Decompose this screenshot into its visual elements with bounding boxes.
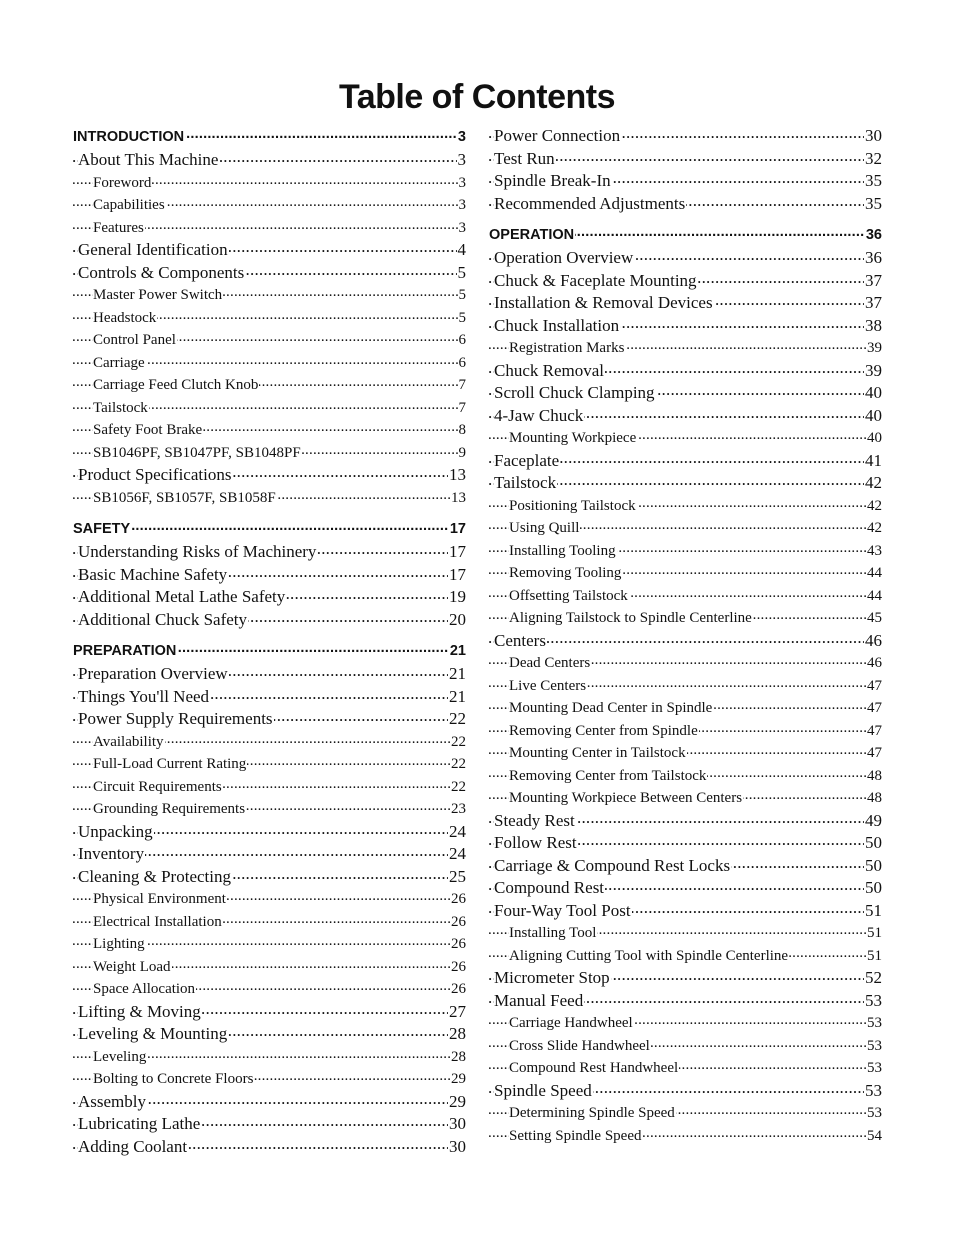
toc-entry-label: Lubricating Lathe xyxy=(78,1114,201,1133)
toc-entry[interactable] xyxy=(488,900,882,923)
toc-entry-label: SAFETY xyxy=(73,521,131,537)
toc-entry-label: Mounting Dead Center in Spindle xyxy=(509,700,713,716)
toc-entry[interactable] xyxy=(72,866,466,889)
toc-entry-label: About This Machine xyxy=(78,150,219,169)
toc-page-number: 44 xyxy=(866,562,882,585)
toc-entry[interactable] xyxy=(488,193,882,216)
toc-page-number: 38 xyxy=(864,315,882,338)
toc-page-number: 41 xyxy=(864,450,882,473)
toc-entry-label: Lifting & Moving xyxy=(78,1001,201,1021)
toc-entry[interactable] xyxy=(488,832,882,855)
toc-page-number: 22 xyxy=(450,753,466,776)
toc-entry[interactable] xyxy=(72,1136,466,1159)
toc-entry-label: Carriage Handwheel xyxy=(509,1015,633,1031)
toc-entry-label: Removing Tooling xyxy=(509,565,622,581)
toc-entry-label: OPERATION xyxy=(489,227,575,243)
toc-page-number: 27 xyxy=(448,1001,466,1024)
toc-entry-label: Additional Metal Lathe Safety xyxy=(78,587,286,606)
toc-entry-label: Space Allocation xyxy=(93,981,196,997)
toc-section-heading[interactable] xyxy=(488,223,882,247)
toc-entry[interactable] xyxy=(488,427,882,450)
toc-page-number: 24 xyxy=(448,843,466,866)
toc-page-number: 17 xyxy=(449,517,466,541)
toc-entry[interactable] xyxy=(488,1012,882,1035)
toc-column-right xyxy=(488,125,882,1147)
toc-entry[interactable] xyxy=(72,1023,466,1046)
toc-entry-label: Things You'll Need xyxy=(78,686,210,706)
toc-entry[interactable] xyxy=(72,731,466,754)
toc-page-number: 8 xyxy=(458,419,467,442)
toc-entry-label: Carriage & Compound Rest Locks xyxy=(494,855,731,875)
toc-page-number: 28 xyxy=(450,1046,466,1069)
toc-entry-label: Control Panel xyxy=(93,332,176,348)
toc-entry[interactable] xyxy=(72,1001,466,1024)
toc-entry[interactable] xyxy=(488,945,882,968)
toc-entry-label: Removing Center from Tailstock xyxy=(509,767,707,784)
toc-entry[interactable] xyxy=(488,292,882,315)
toc-entry-label: Basic Machine Safety xyxy=(78,564,228,584)
toc-entry-label: Installation & Removal Devices xyxy=(494,293,713,312)
toc-entry[interactable] xyxy=(72,776,466,799)
toc-entry-label: Removing Center from Spindle xyxy=(509,722,698,739)
toc-entry[interactable] xyxy=(488,675,882,698)
toc-entry[interactable] xyxy=(488,472,882,495)
toc-page-number: 46 xyxy=(864,630,882,653)
toc-page-number: 40 xyxy=(864,382,882,405)
toc-section-heading[interactable] xyxy=(72,517,466,541)
toc-entry-label: Carriage xyxy=(93,354,145,371)
toc-entry-label: Controls & Components xyxy=(78,262,245,282)
toc-entry[interactable] xyxy=(488,877,882,900)
toc-entry-label: Micrometer Stop xyxy=(494,968,610,987)
toc-page-number: 6 xyxy=(458,329,467,352)
toc-entry[interactable] xyxy=(488,765,882,788)
toc-entry[interactable] xyxy=(72,753,466,776)
toc-entry-label: Capabilities xyxy=(93,197,165,213)
toc-entry-label: PREPARATION xyxy=(73,643,177,659)
toc-page-number: 51 xyxy=(866,922,882,945)
toc-entry[interactable] xyxy=(488,360,882,383)
toc-entry-label: Follow Rest xyxy=(494,833,577,852)
toc-page-number: 40 xyxy=(864,405,882,428)
toc-entry-label: Master Power Switch xyxy=(93,287,223,303)
toc-page-number: 19 xyxy=(448,586,466,609)
toc-entry[interactable] xyxy=(72,172,466,195)
toc-entry-label: Full-Load Current Rating xyxy=(93,756,247,772)
toc-entry[interactable] xyxy=(72,374,466,397)
toc-page-number: 30 xyxy=(448,1136,466,1159)
toc-entry[interactable] xyxy=(72,262,466,285)
toc-entry-label: Tailstock xyxy=(93,399,148,416)
toc-page-number: 17 xyxy=(448,541,466,564)
toc-page-number: 3 xyxy=(458,172,467,195)
toc-page-number: 50 xyxy=(864,832,882,855)
toc-entry-label: Dead Centers xyxy=(509,655,591,671)
toc-entry[interactable] xyxy=(72,397,466,420)
toc-entry[interactable] xyxy=(72,686,466,709)
toc-entry-label: Chuck Removal xyxy=(494,360,605,380)
toc-entry[interactable] xyxy=(488,495,882,518)
toc-entry[interactable] xyxy=(72,798,466,821)
toc-entry[interactable] xyxy=(72,352,466,375)
toc-entry-label: Carriage Feed Clutch Knob xyxy=(93,377,259,393)
toc-page-number: 35 xyxy=(864,193,882,216)
toc-entry-label: Scroll Chuck Clamping xyxy=(494,383,655,402)
toc-entry[interactable] xyxy=(488,170,882,193)
toc-entry-label: Foreword xyxy=(93,174,152,191)
toc-page-number: 47 xyxy=(866,742,882,765)
toc-entry[interactable] xyxy=(72,329,466,352)
toc-page-number: 39 xyxy=(866,337,882,360)
toc-entry[interactable] xyxy=(72,609,466,632)
toc-page-number: 5 xyxy=(458,307,467,330)
toc-page-number: 48 xyxy=(866,787,882,810)
toc-entry[interactable] xyxy=(72,149,466,172)
toc-entry-label: Headstock xyxy=(93,309,157,326)
toc-entry-label: General Identification xyxy=(78,240,228,259)
toc-page-number: 39 xyxy=(864,360,882,383)
toc-entry[interactable] xyxy=(488,967,882,990)
toc-entry[interactable] xyxy=(488,405,882,428)
toc-entry-label: Adding Coolant xyxy=(78,1136,188,1156)
toc-entry[interactable] xyxy=(488,990,882,1013)
toc-entry-label: Centers xyxy=(494,630,546,650)
toc-entry-label: Mounting Workpiece Between Centers xyxy=(509,790,743,806)
toc-entry-label: Unpacking xyxy=(78,821,153,841)
toc-entry[interactable] xyxy=(488,382,882,405)
toc-section-heading[interactable] xyxy=(72,639,466,663)
toc-page-number: 42 xyxy=(866,517,882,540)
toc-page-number: 21 xyxy=(448,686,466,709)
toc-entry[interactable] xyxy=(72,663,466,686)
toc-page-number: 36 xyxy=(864,247,882,270)
toc-entry[interactable] xyxy=(488,517,882,540)
toc-entry-label: Grounding Requirements xyxy=(93,801,246,817)
toc-entry[interactable] xyxy=(72,843,466,866)
toc-page-number: 7 xyxy=(458,374,467,397)
toc-page-number: 51 xyxy=(864,900,882,923)
toc-page-number: 22 xyxy=(448,708,466,731)
toc-entry-label: Mounting Workpiece xyxy=(509,430,637,446)
toc-entry[interactable] xyxy=(72,564,466,587)
toc-entry[interactable] xyxy=(72,541,466,564)
toc-entry[interactable] xyxy=(488,270,882,293)
toc-page-number: 7 xyxy=(458,397,467,420)
toc-entry[interactable] xyxy=(72,239,466,262)
toc-entry[interactable] xyxy=(488,720,882,743)
toc-entry[interactable] xyxy=(488,337,882,360)
toc-page-number: 3 xyxy=(457,125,466,149)
toc-page-number: 30 xyxy=(864,125,882,148)
toc-page-number: 42 xyxy=(864,472,882,495)
toc-page-number: 21 xyxy=(449,639,466,663)
toc-entry[interactable] xyxy=(72,956,466,979)
toc-entry-label: Compound Rest xyxy=(494,878,605,897)
toc-page-number: 28 xyxy=(448,1023,466,1046)
toc-entry-label: Chuck & Faceplate Mounting xyxy=(494,270,697,290)
toc-entry[interactable] xyxy=(72,217,466,240)
toc-page-number: 36 xyxy=(865,223,882,247)
toc-page-number: 21 xyxy=(448,663,466,686)
toc-page-number: 24 xyxy=(448,821,466,844)
toc-entry[interactable] xyxy=(72,888,466,911)
toc-page-number: 48 xyxy=(866,765,882,788)
toc-entry[interactable] xyxy=(488,540,882,563)
toc-page-number: 53 xyxy=(866,1057,882,1080)
toc-entry-label: Spindle Speed xyxy=(494,1080,592,1100)
toc-entry-label: Positioning Tailstock xyxy=(509,497,636,514)
toc-entry-label: Circuit Requirements xyxy=(93,778,222,795)
toc-entry-label: Faceplate xyxy=(494,450,560,470)
toc-entry-label: Cleaning & Protecting xyxy=(78,866,231,886)
toc-page-number: 46 xyxy=(866,652,882,675)
toc-entry-label: Setting Spindle Speed xyxy=(509,1127,642,1144)
toc-page-number: 4 xyxy=(457,239,467,262)
toc-entry-label: Leveling & Mounting xyxy=(78,1024,228,1043)
toc-entry-label: Aligning Cutting Tool with Spindle Centerline xyxy=(509,947,789,964)
toc-entry-label: Leveling xyxy=(93,1048,147,1065)
toc-page-number: 37 xyxy=(864,292,882,315)
toc-entry[interactable] xyxy=(72,933,466,956)
toc-entry[interactable] xyxy=(72,284,466,307)
toc-entry-label: INTRODUCTION xyxy=(73,129,185,145)
toc-entry-label: Spindle Break-In xyxy=(494,171,611,190)
toc-entry-label: Safety Foot Brake xyxy=(93,422,203,438)
toc-page-number: 50 xyxy=(864,877,882,900)
toc-entry[interactable] xyxy=(72,1046,466,1069)
toc-page-number: 30 xyxy=(448,1113,466,1136)
toc-entry-label: Using Quill xyxy=(509,520,580,536)
toc-entry-label: Determining Spindle Speed xyxy=(509,1105,675,1121)
toc-entry[interactable] xyxy=(488,450,882,473)
toc-page-number: 13 xyxy=(448,464,466,487)
toc-page-number: 53 xyxy=(866,1012,882,1035)
toc-entry[interactable] xyxy=(72,194,466,217)
toc-page-number: 26 xyxy=(450,956,466,979)
toc-page-number: 47 xyxy=(866,697,882,720)
toc-page-number: 53 xyxy=(864,990,882,1013)
toc-entry[interactable] xyxy=(488,125,882,148)
toc-entry[interactable] xyxy=(488,1035,882,1058)
toc-page-number: 53 xyxy=(864,1080,882,1103)
toc-page-number: 26 xyxy=(450,911,466,934)
toc-page-number: 44 xyxy=(866,585,882,608)
toc-entry[interactable] xyxy=(488,607,882,630)
toc-page-number: 42 xyxy=(866,495,882,518)
toc-entry[interactable] xyxy=(488,855,882,878)
toc-entry-label: Recommended Adjustments xyxy=(494,193,686,213)
toc-page-number: 29 xyxy=(448,1091,466,1114)
toc-entry-label: Registration Marks xyxy=(509,340,625,356)
toc-page-number: 54 xyxy=(866,1125,882,1148)
toc-page-number: 9 xyxy=(458,442,467,465)
toc-entry[interactable] xyxy=(72,978,466,1001)
toc-entry-label: Installing Tool xyxy=(509,925,597,941)
toc-page-number: 37 xyxy=(864,270,882,293)
toc-page-number: 13 xyxy=(450,487,466,510)
toc-page-number: 3 xyxy=(458,217,467,240)
toc-page-number: 6 xyxy=(458,352,467,375)
toc-entry[interactable] xyxy=(72,1091,466,1114)
toc-entry[interactable] xyxy=(488,742,882,765)
toc-entry-label: 4-Jaw Chuck xyxy=(494,405,584,425)
toc-column-left xyxy=(72,125,466,1158)
toc-entry[interactable] xyxy=(72,419,466,442)
toc-page-number: 40 xyxy=(866,427,882,450)
toc-page-number: 22 xyxy=(450,776,466,799)
toc-page-number: 23 xyxy=(450,798,466,821)
toc-entry[interactable] xyxy=(72,821,466,844)
toc-entry-label: Power Connection xyxy=(494,126,621,145)
toc-entry-label: Aligning Tailstock to Spindle Centerline xyxy=(509,610,752,626)
toc-entry-label: Features xyxy=(93,219,144,236)
toc-entry-label: Tailstock xyxy=(494,473,557,492)
toc-page-number: 51 xyxy=(866,945,882,968)
toc-page-number: 45 xyxy=(866,607,882,630)
toc-entry-label: Weight Load xyxy=(93,958,171,975)
toc-entry[interactable] xyxy=(488,315,882,338)
toc-entry-label: Live Centers xyxy=(509,677,587,694)
toc-entry[interactable] xyxy=(72,1113,466,1136)
toc-entry-label: Electrical Installation xyxy=(93,913,222,930)
toc-entry-label: Lighting xyxy=(93,936,145,952)
toc-entry-label: SB1046PF, SB1047PF, SB1048PF xyxy=(93,444,301,461)
toc-entry-label: Power Supply Requirements xyxy=(78,709,273,728)
toc-entry[interactable] xyxy=(72,1068,466,1091)
toc-page-number: 3 xyxy=(458,194,467,217)
toc-entry[interactable] xyxy=(488,922,882,945)
toc-entry[interactable] xyxy=(488,630,882,653)
toc-entry[interactable] xyxy=(488,697,882,720)
toc-entry-label: Offsetting Tailstock xyxy=(509,587,628,604)
toc-entry[interactable] xyxy=(488,787,882,810)
toc-entry[interactable] xyxy=(488,585,882,608)
toc-page-number: 20 xyxy=(448,609,466,632)
toc-entry-label: Steady Rest xyxy=(494,810,575,830)
toc-page-number: 5 xyxy=(458,284,467,307)
toc-page-number: 22 xyxy=(450,731,466,754)
toc-entry-label: Physical Environment xyxy=(93,891,226,907)
toc-entry[interactable] xyxy=(488,810,882,833)
toc-page-number: 43 xyxy=(866,540,882,563)
toc-page-number: 35 xyxy=(864,170,882,193)
toc-entry[interactable] xyxy=(72,586,466,609)
toc-entry-label: Availability xyxy=(93,733,164,750)
toc-page-number: 53 xyxy=(866,1102,882,1125)
toc-entry-label: Inventory xyxy=(78,844,145,863)
toc-page-number: 26 xyxy=(450,978,466,1001)
toc-entry[interactable] xyxy=(72,708,466,731)
toc-entry-label: Preparation Overview xyxy=(78,664,228,683)
toc-entry[interactable] xyxy=(488,652,882,675)
toc-entry-label: Understanding Risks of Machinery xyxy=(78,542,317,561)
toc-page-number: 32 xyxy=(864,148,882,171)
toc-entry[interactable] xyxy=(488,1125,882,1148)
toc-entry-label: Manual Feed xyxy=(494,990,584,1010)
toc-entry-label: Additional Chuck Safety xyxy=(78,609,248,629)
toc-page-number: 3 xyxy=(457,149,467,172)
toc-page-number: 25 xyxy=(448,866,466,889)
toc-page-number: 26 xyxy=(450,888,466,911)
toc-page-number: 52 xyxy=(864,967,882,990)
toc-entry[interactable] xyxy=(488,1102,882,1125)
toc-entry-label: Test Run xyxy=(494,148,555,168)
toc-entry[interactable] xyxy=(72,487,466,510)
toc-entry[interactable] xyxy=(488,148,882,171)
toc-entry-label: Assembly xyxy=(78,1091,146,1111)
toc-page-number: 17 xyxy=(448,564,466,587)
toc-entry-label: Cross Slide Handwheel xyxy=(509,1037,650,1054)
toc-page-number: 26 xyxy=(450,933,466,956)
toc-page-number: 50 xyxy=(864,855,882,878)
toc-entry-label: Product Specifications xyxy=(78,465,232,484)
toc-entry[interactable] xyxy=(488,1080,882,1103)
toc-entry-label: SB1056F, SB1057F, SB1058F xyxy=(93,489,276,506)
toc-entry[interactable] xyxy=(488,562,882,585)
toc-entry-label: Chuck Installation xyxy=(494,315,620,335)
toc-entry-label: Compound Rest Handwheel xyxy=(509,1060,679,1076)
toc-page-number: 53 xyxy=(866,1035,882,1058)
toc-entry[interactable] xyxy=(72,464,466,487)
toc-entry-label: Four-Way Tool Post xyxy=(494,900,631,920)
toc-page-number: 5 xyxy=(457,262,467,285)
toc-section-heading[interactable] xyxy=(72,125,466,149)
toc-entry-label: Bolting to Concrete Floors xyxy=(93,1071,254,1087)
toc-page-number: 47 xyxy=(866,675,882,698)
toc-page-number: 49 xyxy=(864,810,882,833)
toc-entry[interactable] xyxy=(488,247,882,270)
toc-page-number: 47 xyxy=(866,720,882,743)
toc-entry[interactable] xyxy=(72,307,466,330)
toc-page-number: 29 xyxy=(450,1068,466,1091)
page-title: Table of Contents xyxy=(338,78,616,116)
toc-entry-label: Operation Overview xyxy=(494,248,634,267)
toc-entry-label: Mounting Center in Tailstock xyxy=(509,745,686,761)
toc-entry[interactable] xyxy=(488,1057,882,1080)
toc-entry[interactable] xyxy=(72,911,466,934)
toc-entry-label: Installing Tooling xyxy=(509,542,616,559)
toc-entry[interactable] xyxy=(72,442,466,465)
